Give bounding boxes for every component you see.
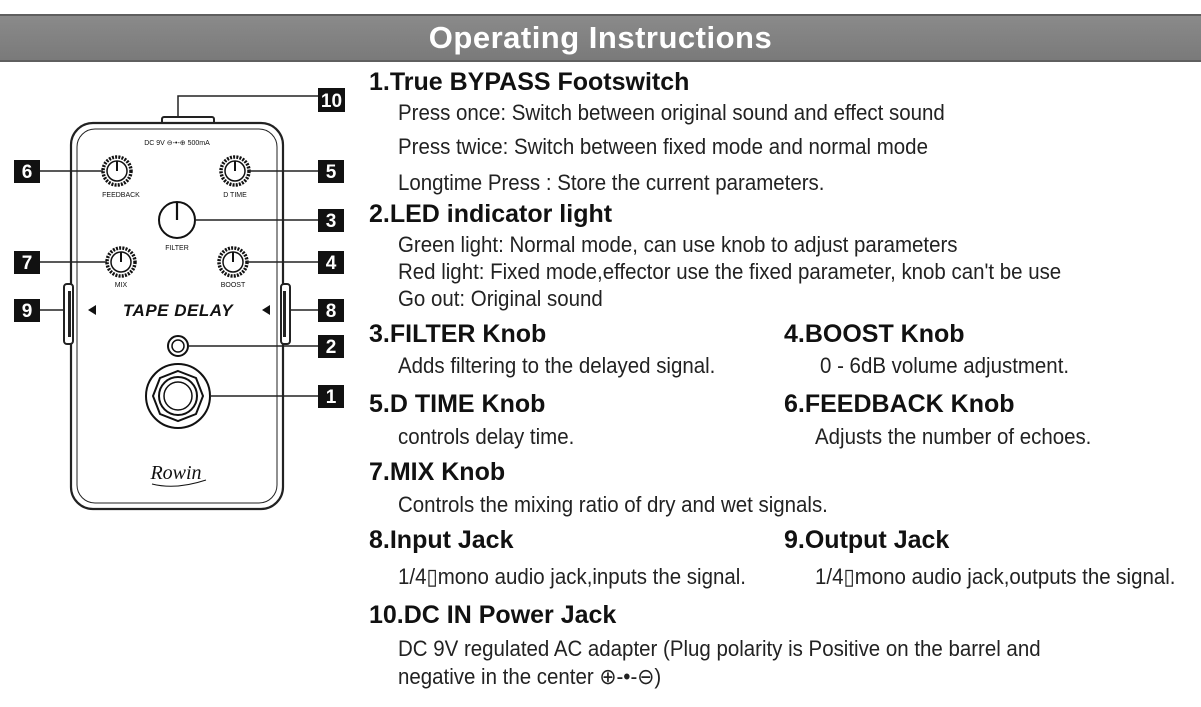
filter-knob (159, 202, 195, 238)
section-6-title: 6.FEEDBACK Knob (784, 390, 1015, 418)
section-3-title: 3.FILTER Knob (369, 320, 547, 348)
svg-text:1: 1 (325, 387, 337, 408)
section-10-line-1: DC 9V regulated AC adapter (Plug polarity is Positive on the barrel and (398, 636, 1041, 661)
callout-2 (318, 335, 344, 358)
footswitch (146, 364, 210, 428)
filter-label: FILTER (165, 245, 189, 252)
svg-text:9: 9 (21, 301, 33, 322)
section-4-desc: 0 - 6dB volume adjustment. (820, 353, 1070, 378)
brand-logo: Rowin (150, 462, 202, 484)
section-2-line-1: Green light: Normal mode, can use knob to adjust parameters (398, 232, 958, 257)
section-9-title: 9.Output Jack (784, 526, 950, 554)
section-9-desc: 1/4▯mono audio jack,outputs the signal. (815, 564, 1176, 589)
page-title: Operating Instructions (428, 20, 773, 55)
dtime-knob (221, 157, 249, 185)
section-7-desc: Controls the mixing ratio of dry and wet signals. (398, 492, 828, 517)
section-3-desc: Adds filtering to the delayed signal. (398, 353, 716, 378)
section-2-line-2: Red light: Fixed mode,effector use the fixed parameter, knob can't be use (398, 259, 1062, 284)
section-10-line-2: negative in the center ⊕-•-⊖) (398, 664, 662, 689)
section-7-title: 7.MIX Knob (369, 458, 506, 486)
mix-knob (107, 248, 135, 276)
callout-9 (14, 299, 40, 322)
svg-text:10: 10 (320, 91, 343, 112)
callout-8 (318, 299, 344, 322)
feedback-label: FEEDBACK (102, 192, 140, 199)
pedal-name: TAPE DELAY (122, 301, 234, 320)
svg-text:2: 2 (325, 337, 337, 358)
power-label: DC 9V ⊖-•-⊕ 500mA (144, 140, 210, 147)
callout-7 (14, 251, 40, 274)
svg-text:4: 4 (325, 253, 337, 274)
boost-label: BOOST (220, 282, 246, 289)
section-5-title: 5.D TIME Knob (369, 390, 546, 418)
callout-3 (318, 209, 344, 232)
section-2-title: 2.LED indicator light (369, 200, 613, 228)
section-6-desc: Adjusts the number of echoes. (815, 424, 1092, 449)
callout-5 (318, 160, 344, 183)
feedback-knob (103, 157, 131, 185)
callout-6 (14, 160, 40, 183)
callout-10 (318, 88, 345, 112)
svg-text:3: 3 (325, 211, 337, 232)
section-5-desc: controls delay time. (398, 424, 575, 449)
svg-text:7: 7 (21, 253, 33, 274)
dtime-label: D TIME (223, 192, 247, 199)
header-bar (0, 14, 1201, 62)
callout-1 (318, 385, 344, 408)
section-1-line-1: Press once: Switch between original sound and effect sound (398, 100, 945, 125)
mix-label: MIX (114, 282, 128, 289)
boost-knob (219, 248, 247, 276)
section-8-desc: 1/4▯mono audio jack,inputs the signal. (398, 564, 746, 589)
section-4-title: 4.BOOST Knob (784, 320, 965, 348)
section-1-title: 1.True BYPASS Footswitch (369, 68, 690, 96)
svg-text:5: 5 (325, 162, 337, 183)
section-10-title: 10.DC IN Power Jack (369, 601, 617, 629)
section-8-title: 8.Input Jack (369, 526, 514, 554)
section-1-line-3: Longtime Press : Store the current parameters. (398, 170, 825, 195)
led-indicator (168, 336, 188, 356)
section-2-line-3: Go out: Original sound (398, 286, 603, 311)
svg-text:8: 8 (325, 301, 337, 322)
section-1-line-2: Press twice: Switch between fixed mode and normal mode (398, 134, 928, 159)
svg-text:6: 6 (21, 162, 33, 183)
pedal-diagram (0, 66, 360, 526)
callout-4 (318, 251, 344, 274)
